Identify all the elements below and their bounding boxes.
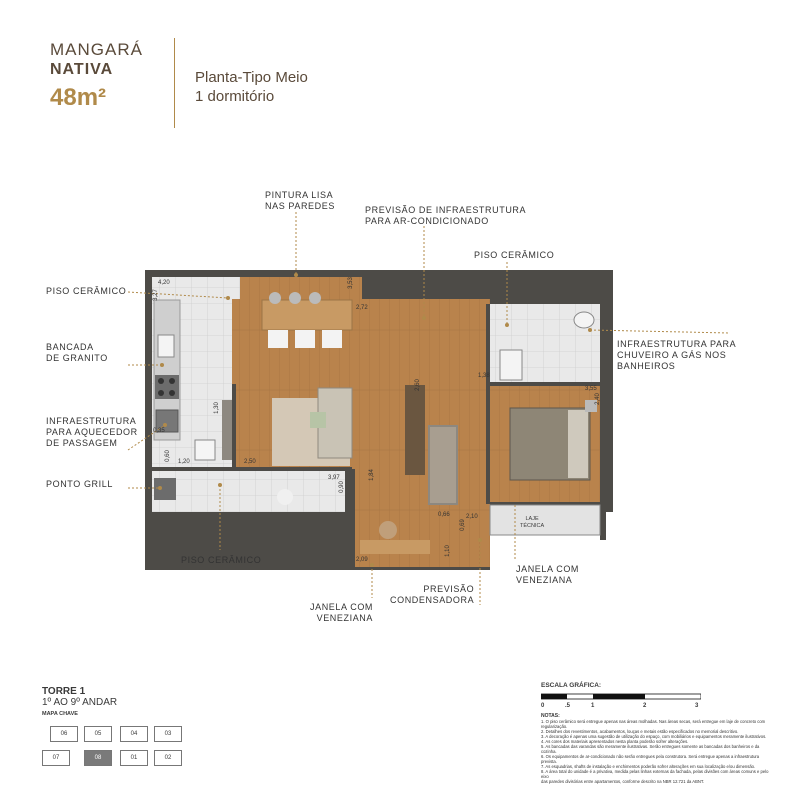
unit-area: 48m² [50, 84, 107, 111]
key-map [42, 720, 192, 770]
dim-420: 4,20 [158, 280, 170, 286]
key-unit: 06 [50, 726, 78, 742]
dim-397: 3,97 [328, 475, 340, 481]
dim-069: 0,69 [459, 519, 466, 531]
bedroom-count: 1 dormitório [195, 88, 275, 105]
tower-name: TORRE 1 [42, 686, 86, 697]
callout-bancada: BANCADA DE GRANITO [46, 342, 108, 363]
desk [360, 540, 430, 554]
key-map-label: MAPA CHAVE [42, 711, 78, 717]
callout-janela-sala: JANELA COM VENEZIANA [310, 602, 374, 623]
dim-184: 1,84 [368, 469, 375, 481]
callout-janela-quarto: JANELA COM VENEZIANA [516, 564, 580, 585]
dim-327: 3,27 [152, 289, 159, 301]
callout-aquecedor: INFRAESTRUTURA PARA AQUECEDOR DE PASSAGEM [46, 416, 138, 448]
laje-tecnica [490, 505, 600, 535]
dim-210: 2,10 [466, 514, 478, 520]
grill [154, 478, 176, 500]
dim-209: 2,09 [356, 557, 368, 563]
dining-table [262, 300, 352, 330]
key-unit: 03 [154, 726, 182, 742]
dim-272: 2,72 [356, 305, 368, 311]
dim-250: 2,50 [244, 459, 256, 465]
dim-120: 1,20 [178, 459, 190, 465]
callout-piso-banheiro: PISO CERÂMICO [474, 250, 555, 260]
callout-condensadora: PREVISÃO CONDENSADORA [390, 584, 475, 605]
brand-line-2: NATIVA [50, 61, 114, 78]
dim-066: 0,66 [438, 512, 450, 518]
notes-block: NOTAS: 1. O piso cerâmico será entregue apenas nas áreas molhadas. Nas áreas secas, será entregue em laje de concreto com regularização. 2. Detalhes dos revestimentos, acabamentos, louças e metais estão especificados no memorial descritivo. 3. A decoração é apenas uma sugestão de utilização do espaço, com mobiliários e equipamentos meramente ilustrativos. 4. As cores dos materiais apresentados nesta planta poderão sofrer alterações. 5. As bancadas das varandas são meramente ilustrativas. Serão entregues somente as bancadas dos banheiros e da cozinha. 6. Os equipamentos de ar-condicionado não serão entregues pela construtora. Será entregue apenas a infraestrutura prevista. 7. As esquadrias, shafts de instalação e enchimentos poderão sofrer alterações em sua localização e/ou dimensão. 8. A área total do unidade é a privativa, medida pelas linhas externas da fachada, pelas divisões com áreas comuns e pelo eixo das paredes divisórias entre apartamentos, conforme descrito na NBR 12.721 da ABNT. [541, 713, 769, 784]
key-unit: 02 [154, 750, 182, 766]
dim-130: 1,30 [213, 402, 220, 414]
laje-tecnica-label: LAJE TÉCNICA [520, 516, 545, 529]
dim-110: 1,10 [444, 545, 451, 557]
dim-260: 2,60 [414, 379, 421, 391]
callout-piso-cozinha: PISO CERÂMICO [46, 286, 127, 296]
key-unit: 05 [84, 726, 112, 742]
dim-090: 0,90 [338, 481, 345, 493]
dim-138: 1,38 [478, 373, 490, 379]
key-unit: 07 [42, 750, 70, 766]
scale-title: ESCALA GRÁFICA: [541, 682, 602, 689]
plan-type: Planta-Tipo Meio [195, 69, 308, 86]
dim-353: 3,53 [347, 277, 354, 289]
dim-240: 2,40 [594, 393, 601, 405]
callout-pintura: PINTURA LISA NAS PAREDES [265, 190, 335, 211]
scale-ticks: 0 .5 1 2 3 [541, 703, 699, 709]
key-unit-highlighted: 08 [84, 750, 112, 766]
callout-piso-varanda: PISO CERÂMICO [181, 555, 262, 565]
brand-line-1: MANGARÁ [50, 40, 143, 59]
key-unit: 01 [120, 750, 148, 766]
dim-035: 0,35 [153, 428, 165, 434]
balcony-floor [152, 470, 350, 512]
key-unit: 04 [120, 726, 148, 742]
callout-chuveiro: INFRAESTRUTURA PARA CHUVEIRO A GÁS NOS BANHEIROS [617, 339, 737, 371]
tower-floors: 1º AO 9º ANDAR [42, 697, 118, 708]
callout-ar-condicionado: PREVISÃO DE INFRAESTRUTURA PARA AR-CONDICIONADO [365, 205, 527, 226]
callout-grill: PONTO GRILL [46, 479, 113, 489]
dim-060: 0,60 [164, 450, 171, 462]
dim-355: 3,55 [585, 386, 597, 392]
